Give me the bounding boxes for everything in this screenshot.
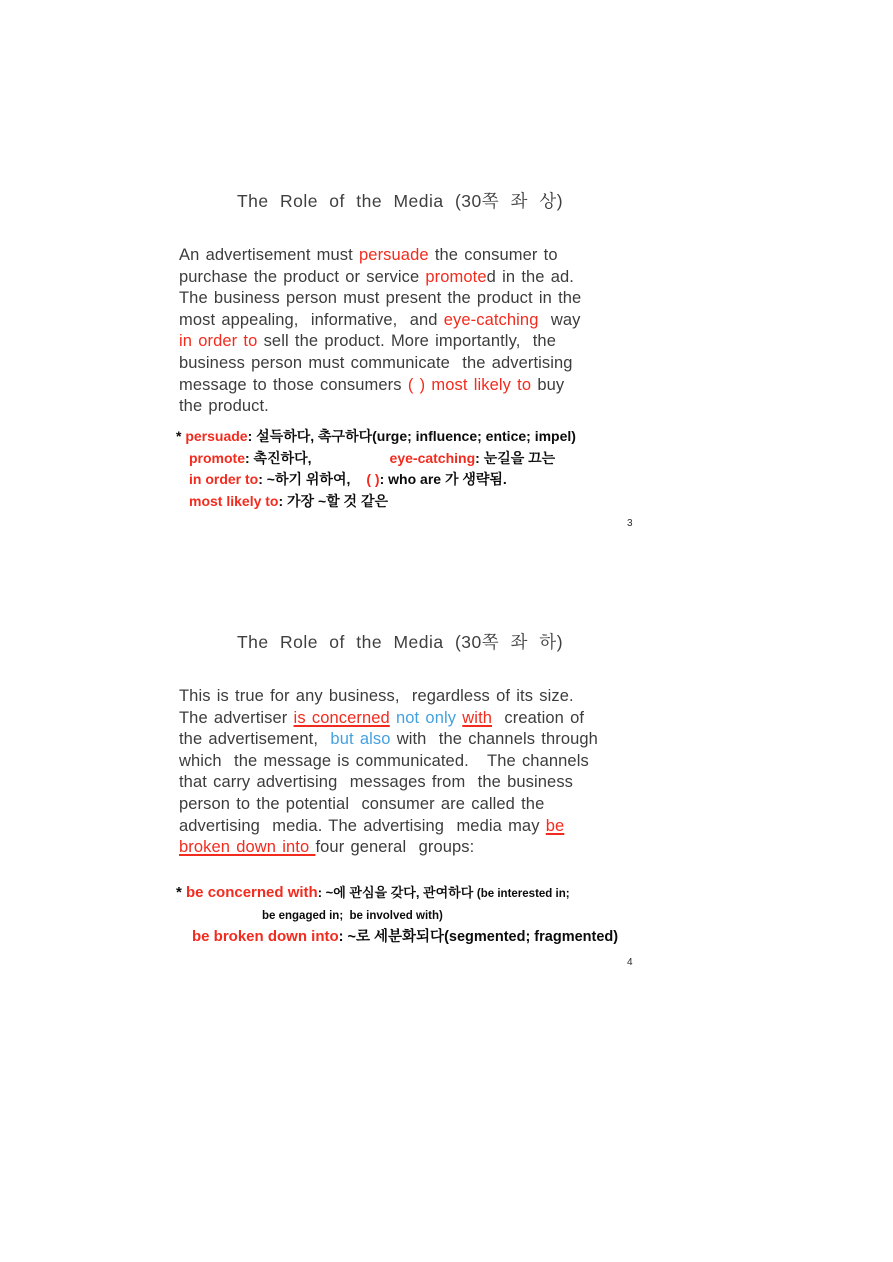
vocab-term: ( ) [366,471,380,488]
text-segment: which the message is communicated. The channels [179,751,589,770]
keyword-broken-down-into: broken down into [179,838,316,857]
text-line [179,794,598,816]
text-segment: business person must communicate the advertising [179,353,573,372]
text-segment: : 설득하다, 촉구하다(urge; influence; entice; impel) [247,428,576,444]
slide-2-page-number: 4 [627,957,633,968]
text-segment: : ~에 관심을 갖다, 관여하다 [317,885,477,900]
vocab-term: persuade [185,428,248,444]
text-segment: * [176,884,187,901]
keyword-persuade: persuade [359,246,429,264]
text-segment: (be interested in; [476,888,570,900]
vocab-term: be broken down into [192,928,339,945]
text-line [179,331,581,353]
slide-2-title: The Role of the Media (30쪽 좌 하) [236,632,564,652]
text-line [179,267,581,289]
text-line [179,245,581,267]
text-segment: buy [531,375,565,394]
slide-1-page-number: 3 [627,518,633,529]
text-segment: : who are 가 생략됨. [379,471,507,488]
slide-2-paragraph [179,686,598,859]
text-line [176,926,618,947]
text-segment: The business person must present the product in the [179,289,582,308]
text-segment: : 눈길을 끄는 [475,449,556,466]
slide-1-vocab-notes [176,426,576,512]
text-line [176,491,576,513]
text-segment: message to those consumers [179,375,408,394]
text-line [179,375,581,397]
vocab-term: most likely to [189,492,279,509]
text-line [179,751,598,773]
text-segment: sell the product. More importantly, the [257,332,556,351]
text-segment: creation of [492,708,585,727]
keyword-but-also: but also [330,730,391,749]
text-line [179,729,598,751]
text-segment: : 가장 ~할 것 같은 [278,492,389,509]
text-line [176,448,576,470]
text-line [179,837,598,859]
vocab-term: in order to [189,471,259,488]
text-segment: An advertisement must [179,246,360,264]
text-line [179,353,581,375]
text-segment: : ~로 세분화되다(segmented; fragmented) [338,929,619,945]
keyword-in-order-to: in order to [179,332,258,351]
slide-1-paragraph [179,245,581,418]
keyword-be: be [545,816,565,835]
text-segment: most appealing, informative, and [179,310,444,329]
text-segment: The advertiser [179,708,294,727]
text-line [176,469,576,491]
text-segment: This is true for any business, regardless of its size. [179,687,574,705]
text-segment: : ~하기 위하여, [258,471,351,488]
keyword-with: with [462,708,493,727]
text-line [179,772,598,794]
keyword-promote: promote [425,267,487,286]
text-line [179,708,598,730]
text-segment: that carry advertising messages from the business [179,773,574,792]
text-segment: way [538,310,581,329]
text-segment: with the channels through [390,730,598,749]
text-segment: person to the potential consumer are called the [179,794,545,813]
keyword-most-likely-to: ( ) most likely to [407,375,532,394]
text-segment: advertising media. The advertising media may [179,816,546,835]
vocab-term: eye-catching [389,449,476,466]
text-line [179,816,598,838]
text-segment: the consumer to [428,246,558,264]
text-segment: be engaged in; be involved with) [262,910,443,922]
text-segment: : 촉진하다, [245,449,312,466]
text-line [176,882,618,904]
text-segment: d in the ad. [486,267,574,286]
text-line [179,686,598,708]
keyword-eye-catching: eye-catching [443,310,539,329]
text-segment: * [176,428,186,444]
vocab-term: promote [189,449,245,466]
vocab-term: be concerned with [186,884,318,901]
slide-1-title: The Role of the Media (30쪽 좌 상) [236,191,564,211]
keyword-not-only: not only [396,708,457,727]
text-line [176,426,576,448]
text-line [176,904,618,926]
text-line [179,396,581,418]
text-line [179,288,581,310]
text-line [179,310,581,332]
slide-2-vocab-notes [176,882,618,947]
keyword-is-concerned: is concerned [293,708,390,727]
text-segment: the advertisement, [179,730,331,749]
text-segment: the product. [179,397,269,416]
text-segment: four general groups: [315,838,475,857]
text-segment: purchase the product or service [179,267,426,286]
